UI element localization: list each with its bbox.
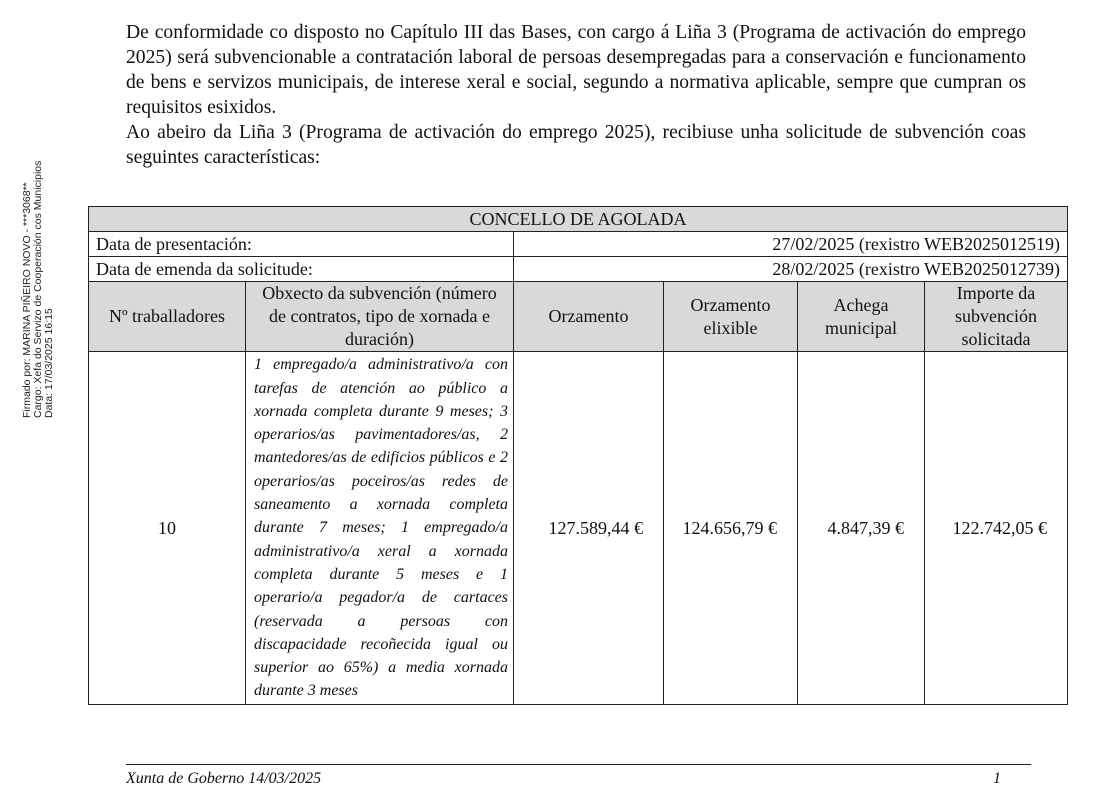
presentation-date-value: 27/02/2025 (rexistro WEB2025012519) bbox=[514, 232, 1068, 257]
header-municipal-contribution: Achega municipal bbox=[798, 282, 925, 352]
footer-meeting: Xunta de Goberno 14/03/2025 bbox=[126, 770, 322, 787]
header-workers: Nº traballadores bbox=[89, 282, 246, 352]
footer-divider bbox=[126, 764, 1031, 765]
intro-paragraph-2: Ao abeiro da Liña 3 (Programa de activación do emprego 2025), recibiuse unha solicitude de subvención coas seguintes características: bbox=[126, 122, 1026, 168]
cell-workers: 10 bbox=[89, 352, 246, 705]
intro-paragraph-1: De conformidade co disposto no Capítulo III das Bases, con cargo á Liña 3 (Programa de activación do emprego 2025) será subvencionable a contratación laboral de persoas desempregadas para a conservación e funcionamento de bens e servizos municipais, de interese xeral e social, segundo a normativa aplicable, sempre que cumpran os requisitos esixidos. bbox=[126, 22, 1026, 118]
page-number: 1 bbox=[993, 770, 1001, 787]
cell-municipal-contribution: 4.847,39 € bbox=[798, 352, 925, 705]
header-object: Obxecto da subvención (número de contratos, tipo de xornada e duración) bbox=[246, 282, 514, 352]
cell-budget: 127.589,44 € bbox=[514, 352, 664, 705]
amendment-date-label: Data de emenda da solicitude: bbox=[89, 257, 514, 282]
header-budget: Orzamento bbox=[514, 282, 664, 352]
header-requested-amount: Importe da subvención solicitada bbox=[925, 282, 1068, 352]
signature-signer: Firmado por: MARINA PIÑEIRO NOVO - ***3068** bbox=[21, 182, 33, 418]
intro-text bbox=[126, 20, 1026, 170]
table-title: CONCELLO DE AGOLADA bbox=[89, 207, 1068, 232]
cell-eligible-budget: 124.656,79 € bbox=[664, 352, 798, 705]
grant-table bbox=[88, 206, 1068, 705]
amendment-date-value: 28/02/2025 (rexistro WEB2025012739) bbox=[514, 257, 1068, 282]
cell-object: 1 empregado/a administrativo/a con tarefas de atención ao público a xornada completa durante 9 meses; 3 operarios/as pavimentadores/as, 2 mantedores/as de edificios públicos e 2 operarios/as poceiros/as redes de saneamento a xornada completa durante 7 meses; 1 empregado/a administrativo/a xeral a xornada completa durante 5 meses e 1 operario/a pegador/a de cartaces (reservada a persoas con discapacidade recoñecida igual ou superior ao 65%) a media xornada durante 3 meses bbox=[246, 352, 514, 705]
header-eligible-budget: Orzamento elixible bbox=[664, 282, 798, 352]
signature-role: Cargo: Xefa do Servizo de Cooperación cos Municipios bbox=[32, 160, 44, 418]
signature-stamp bbox=[22, 98, 55, 418]
presentation-date-label: Data de presentación: bbox=[89, 232, 514, 257]
signature-date: Data: 17/03/2025 16:15 bbox=[43, 308, 55, 418]
table-row bbox=[89, 352, 1068, 705]
cell-requested-amount: 122.742,05 € bbox=[925, 352, 1068, 705]
